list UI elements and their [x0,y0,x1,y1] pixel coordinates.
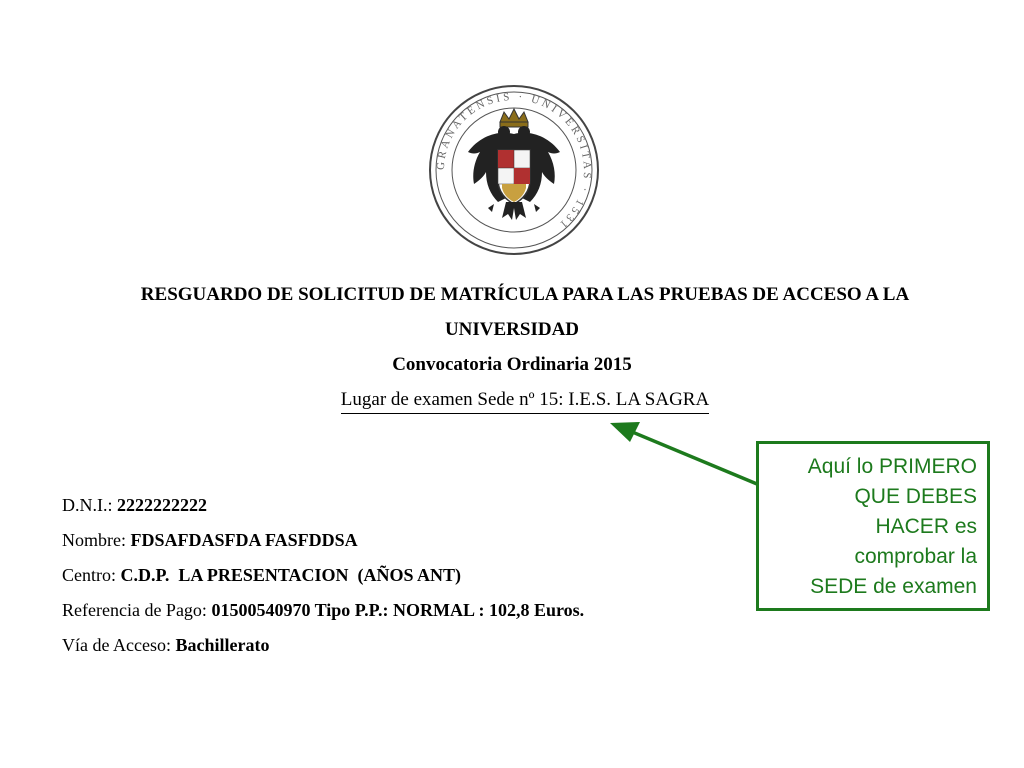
field-referencia-value: 01500540970 Tipo P.P.: NORMAL : 102,8 Euros. [211,600,585,620]
field-centro [62,565,461,586]
field-dni [62,495,207,516]
callout-line: Aquí lo PRIMERO [807,455,977,478]
callout-box [756,441,990,611]
field-centro-label: Centro: [62,565,121,585]
document-title-line-2: UNIVERSIDAD [444,319,580,340]
field-nombre [62,530,358,551]
field-nombre-label: Nombre: [62,530,131,550]
callout-line: HACER es [875,515,977,538]
exam-location-line [0,389,1024,414]
field-nombre-value: FDSAFDASFDA FASFDDSA [130,530,358,550]
callout-line: comprobar la [854,545,977,568]
field-via-label: Vía de Acceso: [62,635,176,655]
field-dni-value: 2222222222 [117,495,207,515]
exam-location-text: Lugar de examen Sede nº 15: I.E.S. LA SAGRA [341,389,709,414]
seal-ring-text: GRANATENSIS · UNIVERSITAS · 1531 [434,90,594,232]
field-centro-value: C.D.P. LA PRESENTACION (AÑOS ANT) [120,565,462,585]
field-referencia-pago [62,600,584,621]
document-title-line-1: RESGUARDO DE SOLICITUD DE MATRÍCULA PARA LAS PRUEBAS DE ACCESO A LA [140,284,910,305]
field-via-acceso [62,635,269,656]
field-dni-label: D.N.I.: [62,495,117,515]
document-subtitle: Convocatoria Ordinaria 2015 [392,354,632,375]
field-via-value: Bachillerato [175,635,270,655]
callout-line: QUE DEBES [854,485,977,508]
callout-line: SEDE de examen [810,575,977,598]
university-seal-icon [428,84,600,256]
field-referencia-label: Referencia de Pago: [62,600,212,620]
